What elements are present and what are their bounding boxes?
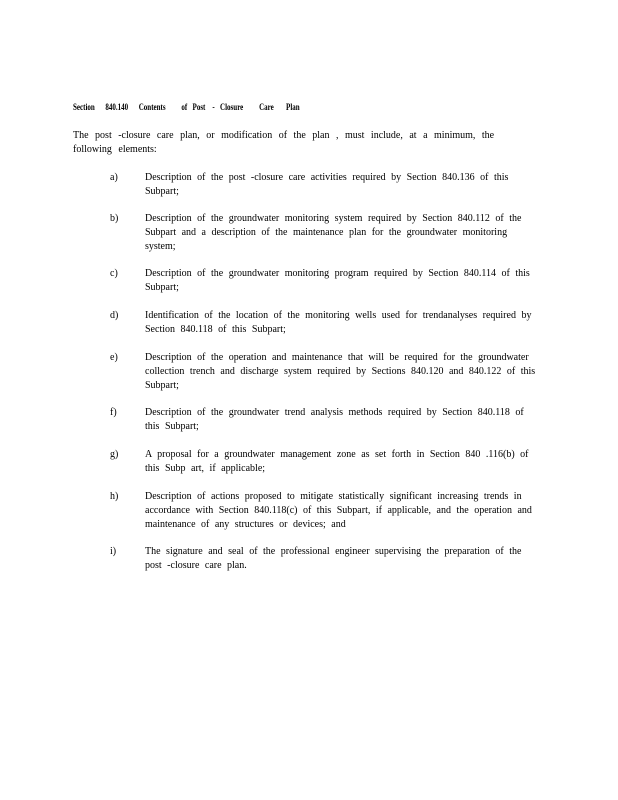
list-item-text: Description of the groundwater trend analysis methods required by Section 840.118 of this Subpart; — [145, 407, 524, 432]
list-item-text: A proposal for a groundwater management zone as set forth in Section 840 .116(b) of this Subp art, if applicable; — [145, 449, 529, 474]
list-item-text: The signature and seal of the professional engineer supervising the preparation of the post -closure care plan. — [145, 546, 522, 571]
list-marker: e) — [110, 352, 118, 363]
list-item-text: Description of actions proposed to mitigate statistically significant increasing trends in accordance with Section 840.118(c) of this Subpart, if applicable, and the operation and maintenance of any structures or devices; and — [145, 491, 532, 530]
list-marker: i) — [110, 546, 117, 557]
list-item-text: Description of the groundwater monitoring program required by Section 840.114 of this Subpart; — [145, 268, 530, 293]
list-marker: f) — [110, 407, 117, 418]
list-item-text: Description of the operation and maintenance that will be required for the groundwater collection trench and discharge system required by Sections 840.120 and 840.122 of this Subpart; — [145, 352, 536, 391]
list-marker: c) — [110, 268, 118, 279]
list-marker: d) — [110, 310, 119, 321]
list-marker: b) — [110, 213, 119, 224]
list-item-text: Description of the post -closure care activities required by Section 840.136 of this Subpart; — [145, 172, 509, 197]
section-heading: Section 840.140 Contents of Post - Closure Care Plan — [73, 102, 300, 112]
intro-paragraph: The post -closure care plan, or modification of the plan , must include, at a minimum, the following elements: — [73, 130, 495, 155]
list-marker: h) — [110, 491, 119, 502]
list-item-text: Description of the groundwater monitoring system required by Section 840.112 of the Subpart and a description of the maintenance plan for the groundwater monitoring system; — [145, 213, 522, 252]
list-marker: g) — [110, 449, 119, 460]
list-marker: a) — [110, 172, 118, 183]
list-item-text: Identification of the location of the monitoring wells used for trendanalyses required by Section 840.118 of this Subpart; — [145, 310, 532, 335]
